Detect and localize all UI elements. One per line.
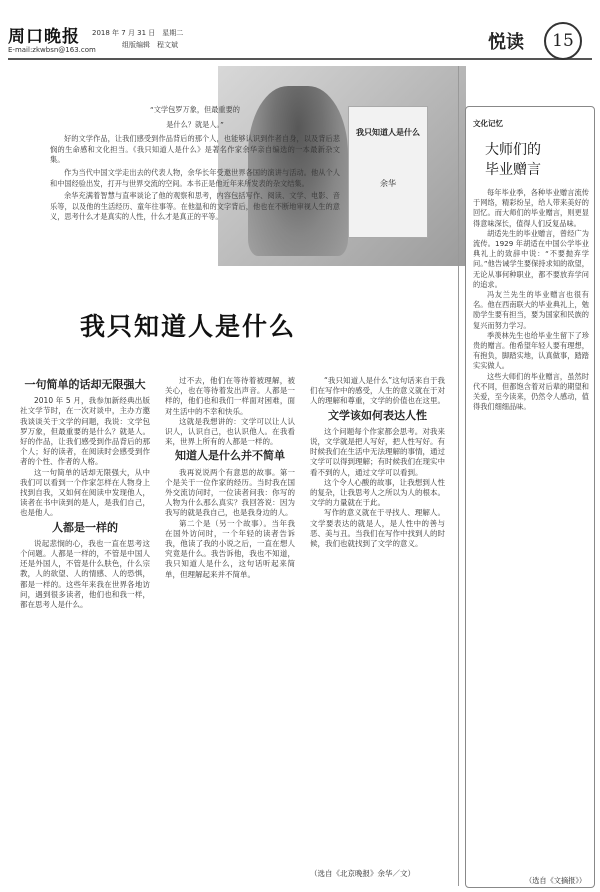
article-paragraph: 这个令人心酸的故事，让我想到人性的复杂，让我思考人之所以为人的根本。文学的力量就在于此。 bbox=[310, 477, 445, 508]
subheading: 知道人是什么并不简单 bbox=[175, 449, 285, 463]
article-paragraph: 这一句简单的话却无限强大，从中我们可以看到一个作家怎样在人物身上找到自我，又如何在阅读中发现他人，读者在书中读到的是人，是我们自己，也是他人。 bbox=[20, 467, 150, 518]
newspaper-logo: 周口晚报 bbox=[8, 27, 80, 47]
book-cover-title: 我只知道人是什么 bbox=[356, 128, 420, 137]
intro-quote-2: 是什么？就是人。” bbox=[166, 119, 224, 129]
sidebar-paragraph: 冯友兰先生的毕业赠言也很有名。他在西南联大的毕业典礼上，勉励学生要有担当，要为国家和民族的复兴而努力学习。 bbox=[473, 290, 589, 330]
book-cover bbox=[348, 106, 428, 238]
subheading: 一句简单的话却无限强大 bbox=[24, 378, 146, 391]
article-paragraph: 这个问题每个作家都会思考。对我来说，文学就是把人写好，把人性写好。有时候我们在生活中无法理解的事情，通过文学可以得到理解；有时候我们在现实中看不到的人，通过文学可以看到。 bbox=[310, 426, 445, 477]
sidebar-title-line: 毕业赠言 bbox=[485, 162, 541, 178]
subheading: 人都是一样的 bbox=[52, 520, 118, 534]
sidebar-article bbox=[465, 66, 595, 892]
article-headline: 我只知道人是什么 bbox=[80, 312, 297, 341]
layout-editor: 组版编辑 程文斌 bbox=[122, 41, 178, 49]
intro-quote-1: “文学包罗万象，但最重要的 bbox=[150, 105, 240, 114]
intro-text bbox=[50, 105, 340, 225]
article-column-1 bbox=[20, 376, 150, 846]
intro-paragraph: 好的文学作品，让我们感受到作品背后的那个人，也能够认识到作者自身，以及背后悲悯的生命感和文化担当。《我只知道人是什么》是著名作家余华亲自编选的一本最新杂文集。 bbox=[50, 134, 340, 165]
article-paragraph: 过不去，他们在等待着被理解，被关心，也在等待着发出声音。人都是一样的，他们也和我们一样面对困难，面对生活中的不幸和快乐。 bbox=[165, 376, 295, 416]
sidebar-paragraph: 这些大师们的毕业赠言，虽然时代不同，但都饱含着对后辈的期望和关爱，至今读来，仍然令人感动，值得我们细细品味。 bbox=[473, 371, 589, 412]
article-paragraph: 我再说说两个有意思的故事。第一个是关于一位作家的经历。当时我在国外交流访问时，一位读者问我：你写的人物为什么那么真实？我回答说：因为我写的就是我自己，也是我身边的人。 bbox=[165, 467, 295, 518]
section-badge bbox=[488, 22, 593, 54]
sidebar-tag: 文化记忆 bbox=[473, 119, 503, 128]
book-cover-author: 余华 bbox=[380, 179, 396, 188]
sidebar-paragraph: 每年毕业季，各种毕业赠言流传于网络，精彩纷呈，给人带来美好的回忆。而大师们的毕业赠言，则更显得意味深长，值得人们反复品味。 bbox=[473, 188, 589, 228]
article-paragraph: “我只知道人是什么”这句话来自于我们在写作中的感受，人生的意义就在于对人的理解和尊重，文学的价值也在这里。 bbox=[310, 376, 445, 406]
sidebar-text bbox=[473, 188, 589, 412]
sidebar-title-line: 大师们的 bbox=[485, 142, 541, 158]
section-name: 悦读 bbox=[488, 32, 524, 53]
masthead bbox=[0, 0, 600, 62]
sidebar-paragraph: 季羡林先生也给毕业生留下了珍贵的赠言。他希望年轻人要有理想，有抱负，脚踏实地，认真做事，踏踏实实做人。 bbox=[473, 330, 589, 371]
article-column-2 bbox=[165, 376, 295, 846]
masthead-divider bbox=[8, 58, 592, 60]
contact-email: E-mail:zkwbsn@163.com bbox=[8, 46, 96, 54]
sidebar-paragraph: 胡适先生的毕业赠言，曾经广为流传。1929 年胡适在中国公学毕业典礼上的致辞中说：“不要抛弃学问。”他告诫学生要保持求知的欲望，无论从事何种职业，都不要放弃学问的追求。 bbox=[473, 228, 589, 289]
article-column-3 bbox=[310, 376, 445, 846]
sidebar-source: （选自《文摘报》） bbox=[525, 876, 587, 885]
article-paragraph: 第二个是（另一个故事）。当年我在国外访问时，一个年轻的读者告诉我，他读了我的小说之后，一直在想人究竟是什么。我告诉他，我也不知道，我只知道人是什么，这句话听起来简单，但理解起来并不简单。 bbox=[165, 518, 295, 579]
intro-paragraph: 作为当代中国文学走出去的代表人物，余华长年受邀世界各国的演讲与活动。他从个人和中国经验出发，打开与世界交流的空间。本书正是他近年来所发表的杂文结集。 bbox=[50, 167, 340, 188]
article-paragraph: 说起悲悯的心，我也一直在思考这个问题。人都是一样的，不管是中国人还是外国人，不管是什么肤色，什么宗教，人的欲望、人的情感、人的恐惧，都是一样的。这些年来我在世界各地访问，遇到很多读者，他们也和我一样，都在思考人是什么。 bbox=[20, 538, 150, 610]
issue-date: 2018 年 7 月 31 日 星期二 bbox=[92, 29, 184, 37]
intro-box bbox=[20, 95, 355, 260]
article-paragraph: 写作的意义就在于寻找人、理解人。文学要表达的就是人，是人性中的善与恶、美与丑。当我们在写作中找到人的时候，我们也就找到了文学的意义。 bbox=[310, 508, 445, 549]
article-paragraph: 这就是我想讲的：文学可以让人认识人，认识自己，也认识他人。在我看来，世界上所有的人都是一样的。 bbox=[165, 416, 295, 447]
sidebar-title bbox=[485, 140, 541, 180]
article-byline: （选自《北京晚报》余华／文） bbox=[310, 869, 415, 878]
page-number: 15 bbox=[544, 22, 582, 60]
subheading: 文学该如何表达人性 bbox=[328, 408, 427, 422]
article-paragraph: 2010 年 5 月，我参加新经典出版社文学节时，在一次对谈中，主办方邀我谈谈关于文学的问题，我说：文学包罗万象，但最重要的是什么？就是人。好的作品，让我们感受到作品背后的那个人；好的读者，在阅读时会感受到作者的个性、作者的人格。 bbox=[20, 396, 150, 467]
intro-paragraph: 余华充满着智慧与直率谈论了他的观察和思考，内容包括写作、阅读、文学、电影、音乐等，以及他的生活经历、童年往事等。在他温和的文字背后，他也在不断地审视人生的意义，思考什么才是真实的人性，什么才是真正的平等。 bbox=[50, 191, 340, 222]
column-separator bbox=[458, 66, 459, 886]
